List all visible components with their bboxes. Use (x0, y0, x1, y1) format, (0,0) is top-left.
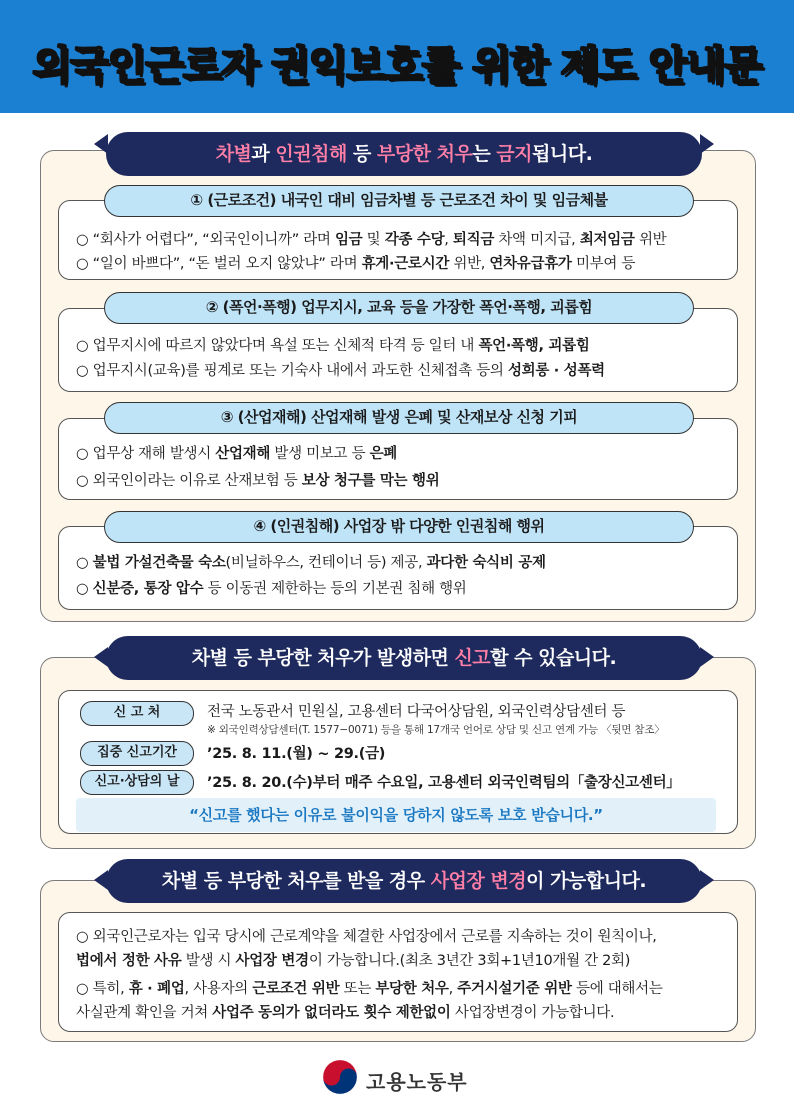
section3-head-tail-right (700, 870, 714, 890)
item4-label: ④ (인권침해) 사업장 밖 다양한 인권침해 행위 (104, 511, 694, 543)
section1-head-tail-right (700, 134, 714, 154)
item4-line1: ○ 불법 가설건축물 숙소(비닐하우스, 컨테이너 등) 제공, 과다한 숙식비 공제 (76, 555, 546, 571)
section1-heading: 차별과 인권침해 등 부당한 처우는 금지됩니다. (106, 132, 702, 176)
section2-heading: 차별 등 부당한 처우가 발생하면 신고할 수 있습니다. (106, 636, 702, 680)
section2-head-tail-right (700, 647, 714, 667)
period-tag: 집중 신고기간 (80, 741, 194, 766)
item3-label: ③ (산업재해) 산업재해 발생 은폐 및 산재보상 신청 기피 (104, 402, 694, 434)
report-place-note: ※ 외국인력상담센터(T. 1577−0071) 등을 통해 17개국 언어로 상담 및 신고 연계 가능 〈뒷면 참조〉 (207, 724, 665, 736)
title-highlight: 외국인근로자 권익보호 (32, 43, 422, 89)
consult-day-text: ’25. 8. 20.(수)부터 매주 수요일, 고용센터 외국인력팀의「출장신고센터」 (207, 775, 681, 791)
report-place-tag: 신 고 처 (80, 701, 194, 726)
item3-line2: ○ 외국인이라는 이유로 산재보험 등 보상 청구를 막는 행위 (76, 473, 440, 489)
item1-label: ① (근로조건) 내국인 대비 임금차별 등 근로조건 차이 및 임금체불 (104, 185, 694, 217)
item2-line1: ○ 업무지시에 따르지 않았다며 욕설 또는 신체적 타격 등 일터 내 폭언·폭행, 괴롭힘 (76, 338, 590, 354)
title-rest: 를 위한 제도 안내문 (421, 43, 762, 89)
item3-line1: ○ 업무상 재해 발생시 산업재해 발생 미보고 등 은폐 (76, 446, 397, 462)
section3-heading: 차별 등 부당한 처우를 받을 경우 사업장 변경이 가능합니다. (106, 859, 702, 903)
protection-banner: “신고를 했다는 이유로 불이익을 당하지 않도록 보호 받습니다.” (76, 798, 716, 832)
item2-line2: ○ 업무지시(교육)를 핑계로 또는 기숙사 내에서 과도한 신체접촉 등의 성희롱 · 성폭력 (76, 363, 605, 379)
change-line2: 법에서 정한 사유 발생 시 사업장 변경이 가능합니다.(최초 3년간 3회+1년10개월 간 2회) (76, 953, 631, 969)
item1-line1: ○ “회사가 어렵다”, “외국인이니까” 라며 임금 및 각종 수당, 퇴직금 차액 미지급, 최저임금 위반 (76, 232, 667, 248)
change-line3: ○ 특히, 휴 · 폐업, 사용자의 근로조건 위반 또는 부당한 처우, 주거시설기준 위반 등에 대해서는 (76, 981, 663, 997)
page-title (0, 34, 794, 91)
item4-line2: ○ 신분증, 통장 압수 등 이동권 제한하는 등의 기본권 침해 행위 (76, 581, 467, 597)
report-place-text: 전국 노동관서 민원실, 고용센터 다국어상담원, 외국인력상담센터 등 (207, 704, 626, 720)
item2-label: ② (폭언·폭행) 업무지시, 교육 등을 가장한 폭언·폭행, 괴롭힘 (104, 292, 694, 324)
org-name: 고용노동부 (366, 1070, 468, 1094)
item1-line2: ○ “일이 바쁘다”, “돈 벌러 오지 않았냐” 라며 휴게·근로시간 위반, 연차유급휴가 미부여 등 (76, 256, 636, 272)
consult-day-tag: 신고·상담의 날 (80, 770, 194, 795)
period-text: ’25. 8. 11.(월) ~ 29.(금) (207, 746, 386, 762)
change-line4: 사실관계 확인을 거쳐 사업주 동의가 없더라도 횟수 제한없이 사업장변경이 가능합니다. (76, 1005, 615, 1021)
change-line1: ○ 외국인근로자는 입국 당시에 근로계약을 체결한 사업장에서 근로를 지속하는 것이 원칙이나, (76, 929, 657, 945)
taegeuk-logo-icon (322, 1059, 358, 1095)
